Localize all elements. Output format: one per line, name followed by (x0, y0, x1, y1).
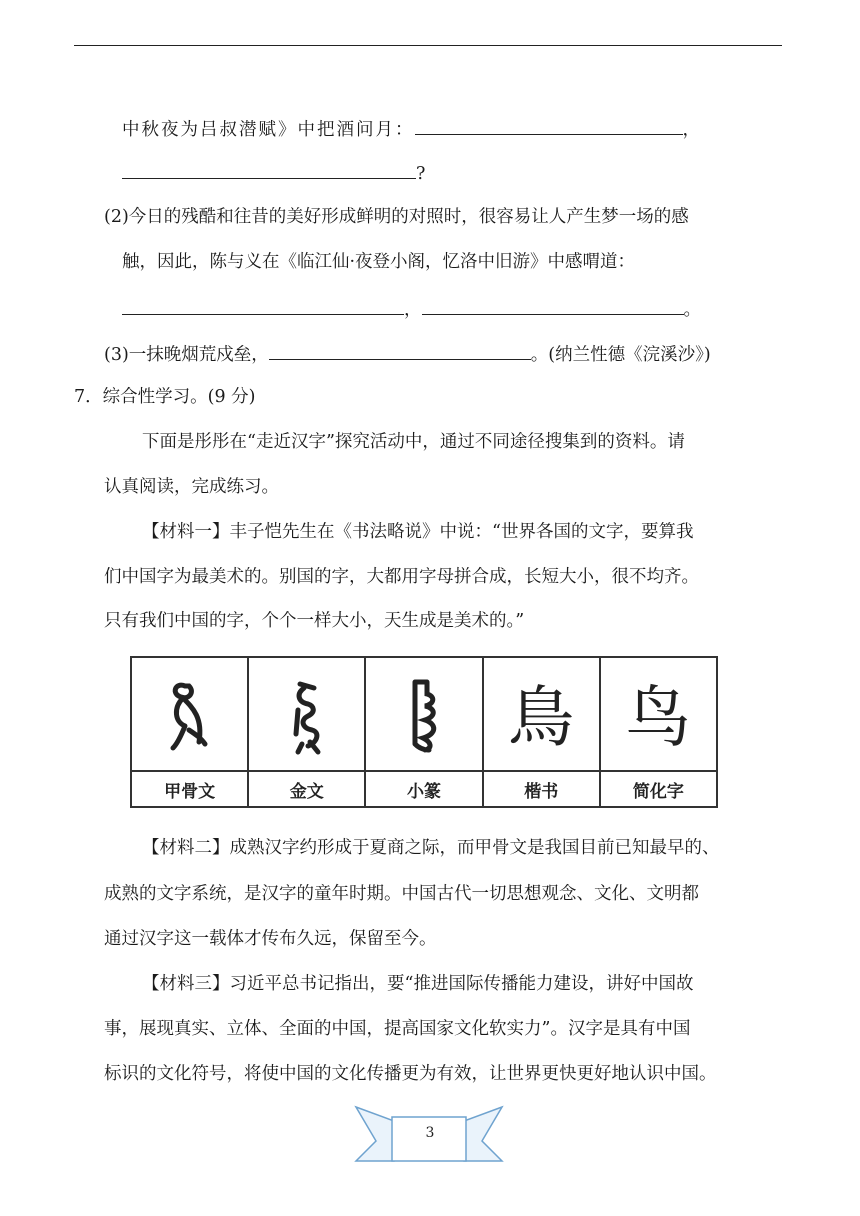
label-simplified: 简化字 (632, 781, 684, 802)
answer-blank[interactable] (122, 160, 416, 179)
text-line: 触，因此，陈与义在《临江仙·夜登小阁，忆洛中旧游》中感喟道： (122, 252, 636, 272)
material-two: 【材料二】成熟汉字约形成于夏商之际，而甲骨文是我国目前已知最早的、 (142, 838, 720, 858)
label-kaishu: 楷书 (524, 781, 559, 802)
text-line (122, 296, 701, 321)
material-one: 【材料一】丰子恺先生在《书法略说》中说：“世界各国的文字，要算我 (142, 522, 694, 542)
text-line: (2)今日的残酷和往昔的美好形成鲜明的对照时，很容易让人产生梦一场的感 (104, 207, 689, 227)
script-cell (366, 658, 483, 806)
bird-seal-icon (379, 664, 469, 764)
text-segment: ， (682, 120, 702, 140)
bird-kaishu-icon (496, 664, 586, 764)
text-line (122, 116, 702, 141)
page-number: 3 (425, 1125, 435, 1141)
script-cell (484, 658, 601, 806)
bronze-glyph (249, 658, 364, 772)
script-cell (132, 658, 249, 806)
material-three: 事，展现真实、立体、全面的中国，提高国家文化软实力”。汉字是具有中国 (104, 1019, 691, 1039)
text-line: 下面是彤彤在“走近汉字”探究活动中，通过不同途径搜集到的资料。请 (142, 432, 685, 452)
bird-simplified-icon (613, 664, 703, 764)
label-seal: 小篆 (407, 781, 441, 802)
script-cell (601, 658, 716, 806)
answer-blank[interactable] (415, 116, 683, 135)
kaishu-char: 鳥 (508, 679, 575, 756)
label-oracle-bone: 甲骨文 (164, 781, 216, 802)
oracle-bone-glyph (132, 658, 247, 772)
seal-glyph (366, 658, 481, 772)
simplified-glyph (601, 658, 716, 772)
simplified-char: 鸟 (625, 679, 692, 756)
text-line (122, 160, 425, 185)
bird-bronze-icon (262, 664, 352, 764)
answer-blank[interactable] (422, 296, 684, 315)
answer-blank[interactable] (269, 341, 531, 360)
script-evolution-table (130, 656, 718, 808)
text-segment: 中秋夜为吕叔潜赋》中把酒问月： (122, 120, 415, 140)
text-segment: 。 (683, 300, 701, 320)
text-segment: (3)一抹晚烟荒戍垒， (104, 345, 269, 365)
kaishu-glyph (484, 658, 599, 772)
text-segment: ， (404, 300, 422, 320)
material-three: 标识的文化符号，将使中国的文化传播更为有效，让世界更快更好地认识中国。 (104, 1064, 717, 1084)
script-cell (249, 658, 366, 806)
material-one: 只有我们中国的字，个个一样大小，天生成是美术的。” (104, 611, 525, 631)
material-one: 们中国字为最美术的。别国的字，大都用字母拼合成，长短大小，很不均齐。 (104, 567, 699, 587)
text-line: 认真阅读，完成练习。 (104, 477, 279, 497)
material-two: 通过汉字这一载体才传布久远，保留至今。 (104, 929, 437, 949)
material-three: 【材料三】习近平总书记指出，要“推进国际传播能力建设，讲好中国故 (142, 974, 694, 994)
material-two: 成熟的文字系统，是汉字的童年时期。中国古代一切思想观念、文化、文明都 (104, 884, 699, 904)
text-segment: 。(纳兰性德《浣溪沙》) (530, 345, 711, 365)
text-segment: ? (416, 164, 426, 184)
bird-oracle-icon (145, 664, 235, 764)
label-bronze: 金文 (289, 781, 324, 802)
question-heading: 7．综合性学习。(9 分) (74, 387, 256, 407)
text-line (104, 341, 711, 366)
header-rule (74, 45, 782, 46)
answer-blank[interactable] (122, 296, 404, 315)
